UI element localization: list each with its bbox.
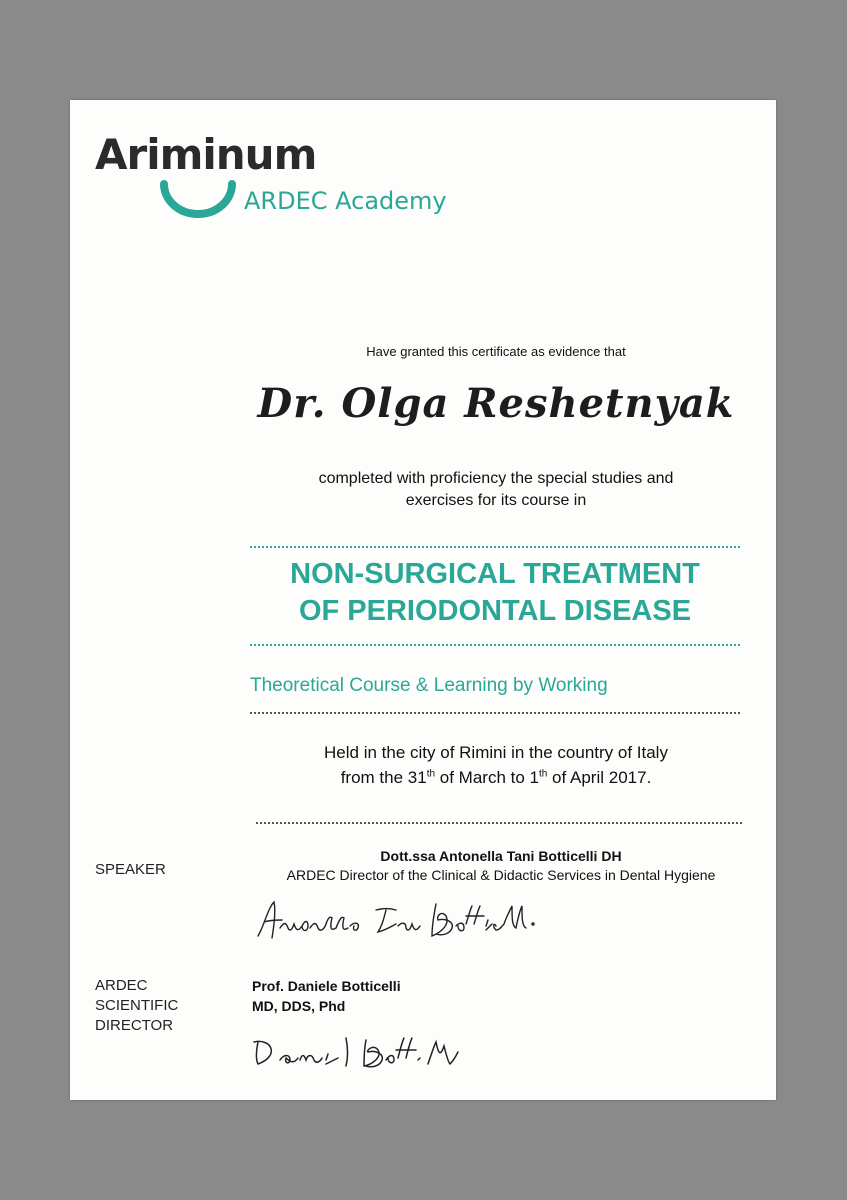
held-mid: of March to 1 <box>435 768 539 787</box>
director-name-block <box>252 976 401 1016</box>
held-end: of April 2017. <box>547 768 652 787</box>
course-title-line-2: OF PERIODONTAL DISEASE <box>298 595 692 627</box>
course-title <box>250 556 740 630</box>
held-line-1: Held in the city of Rimini in the country of Italy <box>324 743 668 762</box>
certificate-sheet <box>70 100 776 1100</box>
director-label <box>95 976 178 1036</box>
speaker-signature <box>250 896 540 946</box>
speaker-role: ARDEC Director of the Clinical & Didactic Services in Dental Hygiene <box>286 867 716 883</box>
logo-wordmark: Ariminum <box>95 130 317 179</box>
course-title-line-1: NON-SURGICAL TREATMENT <box>290 558 700 590</box>
director-signature <box>250 1032 470 1072</box>
completed-line-1: completed with proficiency the special studies and <box>318 470 674 487</box>
director-credentials: MD, DDS, Phd <box>252 998 346 1014</box>
held-sup-2: th <box>538 768 548 780</box>
logo-subtitle: ARDEC Academy <box>244 187 447 215</box>
divider-top <box>250 546 740 548</box>
completed-text <box>246 468 746 512</box>
director-label-line-3: DIRECTOR <box>95 1017 174 1034</box>
completed-line-2: exercises for its course in <box>405 492 587 509</box>
course-type: Theoretical Course & Learning by Working <box>250 675 608 696</box>
divider-bottom <box>256 822 742 824</box>
held-sup-1: th <box>426 768 436 780</box>
speaker-label: SPEAKER <box>95 861 166 878</box>
held-line-2 <box>246 765 746 790</box>
director-label-line-1: ARDEC <box>95 977 148 994</box>
recipient-name: Dr. Olga Reshetnyak <box>257 380 735 427</box>
logo-smile-arc <box>158 180 238 220</box>
divider-mid <box>250 644 740 646</box>
held-from: from the 31 <box>340 768 427 787</box>
divider-subtitle <box>250 712 740 714</box>
director-name: Prof. Daniele Botticelli <box>252 978 401 994</box>
director-label-line-2: SCIENTIFIC <box>95 997 179 1014</box>
held-text <box>246 740 746 790</box>
granted-text: Have granted this certificate as evidence that <box>366 344 626 359</box>
speaker-name: Dott.ssa Antonella Tani Botticelli DH <box>380 848 622 864</box>
